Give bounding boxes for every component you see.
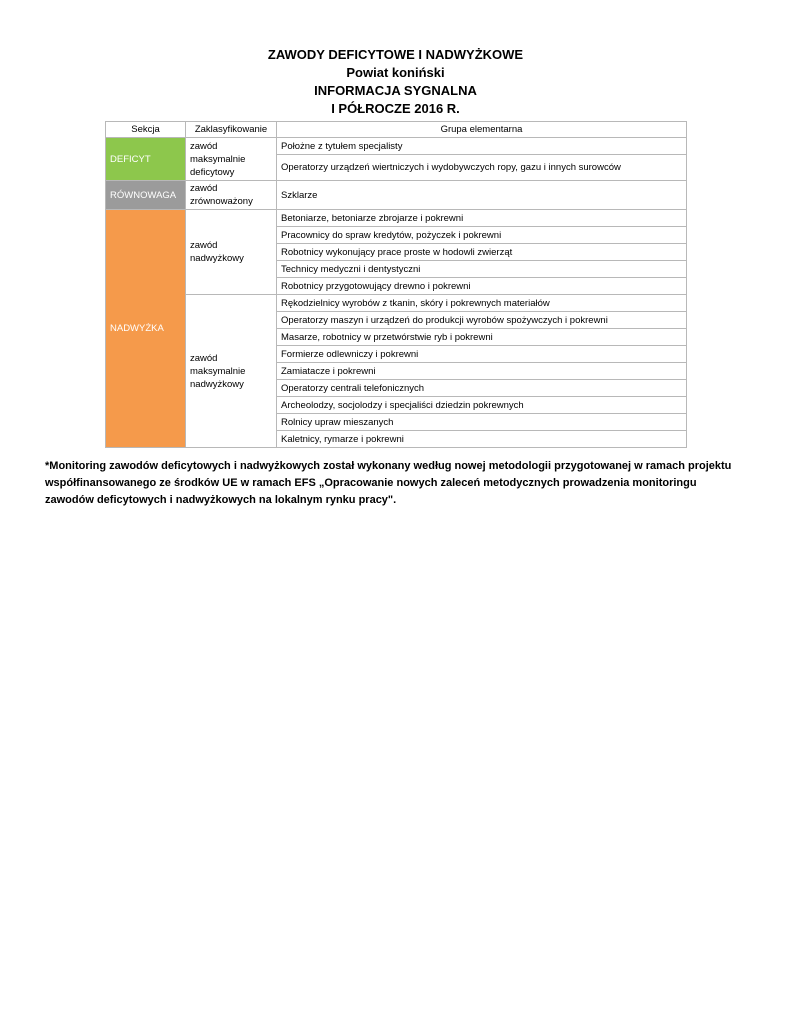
methodology-footnote: *Monitoring zawodów deficytowych i nadwyżkowych został wykonany według nowej metodologii przygotowanej w ramach projektu współfinansowanego ze środków UE w ramach EFS „Opracowanie nowych zaleceń metodycznych prowadzenia monitoringu zawodów deficytowych i nadwyżkowych na lokalnym rynku pracy". bbox=[45, 460, 732, 506]
header-zaklasyfikowanie: Zaklasyfikowanie bbox=[186, 122, 277, 138]
title-line-3: INFORMACJA SYGNALNA bbox=[314, 83, 477, 98]
group-cell: Technicy medyczni i dentystyczni bbox=[277, 261, 687, 278]
group-cell: Masarze, robotnicy w przetwórstwie ryb i pokrewni bbox=[277, 329, 687, 346]
group-cell: Operatorzy centrali telefonicznych bbox=[277, 380, 687, 397]
section-rownowaga: RÓWNOWAGA bbox=[106, 181, 186, 210]
group-cell: Zamiatacze i pokrewni bbox=[277, 363, 687, 380]
title-line-4: I PÓŁROCZE 2016 R. bbox=[331, 101, 460, 116]
class-maks-nadwyzkowy: zawód maksymalnie nadwyżkowy bbox=[186, 295, 277, 448]
group-cell: Operatorzy maszyn i urządzeń do produkcji wyrobów spożywczych i pokrewni bbox=[277, 312, 687, 329]
class-zrownowazony: zawód zrównoważony bbox=[186, 181, 277, 210]
group-cell: Archeolodzy, socjolodzy i specjaliści dziedzin pokrewnych bbox=[277, 397, 687, 414]
table-row bbox=[106, 210, 687, 227]
class-nadwyzkowy: zawód nadwyżkowy bbox=[186, 210, 277, 295]
class-maks-deficytowy: zawód maksymalnie deficytowy bbox=[186, 138, 277, 181]
section-deficyt: DEFICYT bbox=[106, 138, 186, 181]
group-cell: Pracownicy do spraw kredytów, pożyczek i pokrewni bbox=[277, 227, 687, 244]
group-cell: Robotnicy wykonujący prace proste w hodowli zwierząt bbox=[277, 244, 687, 261]
document-title bbox=[0, 46, 791, 118]
table-row bbox=[106, 181, 687, 210]
group-cell: Robotnicy przygotowujący drewno i pokrewni bbox=[277, 278, 687, 295]
group-cell: Betoniarze, betoniarze zbrojarze i pokrewni bbox=[277, 210, 687, 227]
table-header-row bbox=[106, 122, 687, 138]
table-row bbox=[106, 295, 687, 312]
group-cell: Rękodzielnicy wyrobów z tkanin, skóry i pokrewnych materiałów bbox=[277, 295, 687, 312]
title-line-2: Powiat koniński bbox=[346, 65, 445, 80]
title-line-1: ZAWODY DEFICYTOWE I NADWYŻKOWE bbox=[267, 47, 524, 62]
group-cell: Rolnicy upraw mieszanych bbox=[277, 414, 687, 431]
header-sekcja: Sekcja bbox=[106, 122, 186, 138]
group-cell: Kaletnicy, rymarze i pokrewni bbox=[277, 431, 687, 448]
section-nadwyzka: NADWYŻKA bbox=[106, 210, 186, 448]
group-cell: Położne z tytułem specjalisty bbox=[277, 138, 687, 155]
header-grupa: Grupa elementarna bbox=[277, 122, 687, 138]
table-row bbox=[106, 138, 687, 155]
occupations-table bbox=[105, 121, 687, 448]
group-cell: Formierze odlewniczy i pokrewni bbox=[277, 346, 687, 363]
group-cell: Operatorzy urządzeń wiertniczych i wydobywczych ropy, gazu i innych surowców bbox=[277, 155, 687, 181]
group-cell: Szklarze bbox=[277, 181, 687, 210]
